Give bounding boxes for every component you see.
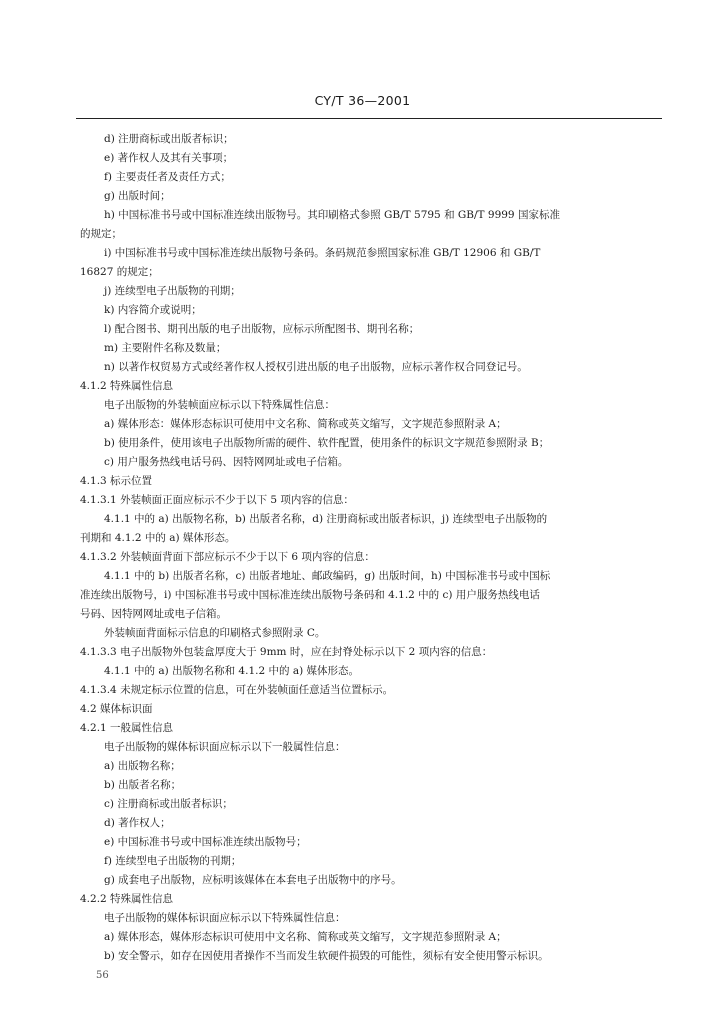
text-line: 4.1.1 中的 a) 出版物名称，b) 出版者名称，d) 注册商标或出版者标识，j) 连续型电子出版物的 [104, 513, 548, 525]
section-heading: 4.2 媒体标识面 [80, 703, 153, 715]
section-heading: 4.1.3.4 未规定标示位置的信息，可在外装帧面任意适当位置标示。 [80, 684, 394, 696]
text-line: 16827 的规定； [80, 266, 159, 278]
text-line: l) 配合图书、期刊出版的电子出版物，应标示所配图书、期刊名称； [104, 323, 420, 335]
text-line: a) 媒体形态，媒体形态标识可使用中文名称、简称或英文缩写，文字规范参照附录 A； [104, 931, 507, 943]
text-line: 刊期和 4.1.2 中的 a) 媒体形态。 [80, 532, 236, 544]
text-line: g) 出版时间； [104, 190, 171, 202]
text-line: m) 主要附件名称及数量； [104, 342, 227, 354]
section-heading: 4.1.3.2 外装帧面背面下部应标示不少于以下 6 项内容的信息： [80, 551, 375, 563]
text-line: 号码、因特网网址或电子信箱。 [80, 608, 227, 620]
section-heading: 4.2.1 一般属性信息 [80, 722, 174, 734]
text-line: h) 中国标准书号或中国标准连续出版物号。其印刷格式参照 GB/T 5795 和 GB/T 9999 国家标准 [104, 209, 560, 221]
text-line: 电子出版物的外装帧面应标示以下特殊属性信息： [104, 399, 335, 411]
text-line: d) 著作权人； [104, 817, 171, 829]
header-rule [76, 118, 662, 119]
text-line: b) 使用条件，使用该电子出版物所需的硬件、软件配置，使用条件的标识文字规范参照附录 B； [104, 437, 550, 449]
text-line: b) 出版者名称； [104, 779, 182, 791]
text-line: b) 安全警示，如存在因使用者操作不当而发生软硬件损毁的可能性，须标有安全使用警示标识。 [104, 950, 549, 962]
text-line: a) 媒体形态：媒体形态标识可使用中文名称、简称或英文缩写，文字规范参照附录 A； [104, 418, 507, 430]
text-line: g) 成套电子出版物，应标明该媒体在本套电子出版物中的序号。 [104, 874, 402, 886]
text-line: e) 著作权人及其有关事项； [104, 152, 234, 164]
text-line: j) 连续型电子出版物的刊期； [104, 285, 241, 297]
page-number: 56 [96, 970, 109, 981]
section-heading: 4.2.2 特殊属性信息 [80, 893, 174, 905]
text-line: 外装帧面背面标示信息的印刷格式参照附录 C。 [104, 627, 326, 639]
text-line: 的规定； [80, 228, 122, 240]
text-line: a) 出版物名称； [104, 760, 181, 772]
text-line: c) 用户服务热线电话号码、因特网网址或电子信箱。 [104, 456, 349, 468]
text-line: f) 连续型电子出版物的刊期； [104, 855, 242, 867]
text-line: f) 主要责任者及责任方式； [104, 171, 231, 183]
section-heading: 4.1.3.3 电子出版物外包装盒厚度大于 9mm 时，应在封脊处标示以下 2 项内容的信息： [80, 646, 493, 658]
text-line: 电子出版物的媒体标识面应标示以下特殊属性信息： [104, 912, 346, 924]
standard-code-header: CY/T 36—2001 [314, 93, 411, 108]
text-line: c) 注册商标或出版者标识； [104, 798, 233, 810]
text-line: k) 内容简介或说明； [104, 304, 202, 316]
section-heading: 4.1.2 特殊属性信息 [80, 380, 174, 392]
text-line: 电子出版物的媒体标识面应标示以下一般属性信息： [104, 741, 346, 753]
text-line: n) 以著作权贸易方式或经著作权人授权引进出版的电子出版物，应标示著作权合同登记号。 [104, 361, 528, 373]
text-line: 4.1.1 中的 b) 出版者名称，c) 出版者地址、邮政编码，g) 出版时间，h) 中国标准书号或中国标 [104, 570, 551, 582]
section-heading: 4.1.3.1 外装帧面正面应标示不少于以下 5 项内容的信息： [80, 494, 354, 506]
text-line: 4.1.1 中的 a) 出版物名称和 4.1.2 中的 a) 媒体形态。 [104, 665, 360, 677]
text-line: i) 中国标准书号或中国标准连续出版物号条码。条码规范参照国家标准 GB/T 12906 和 GB/T [104, 247, 541, 259]
section-heading: 4.1.3 标示位置 [80, 475, 153, 487]
text-line: e) 中国标准书号或中国标准连续出版物号； [104, 836, 307, 848]
text-line: d) 注册商标或出版者标识； [104, 133, 234, 145]
text-line: 准连续出版物号，i) 中国标准书号或中国标准连续出版物号条码和 4.1.2 中的 c) 用户服务热线电话 [80, 589, 540, 601]
